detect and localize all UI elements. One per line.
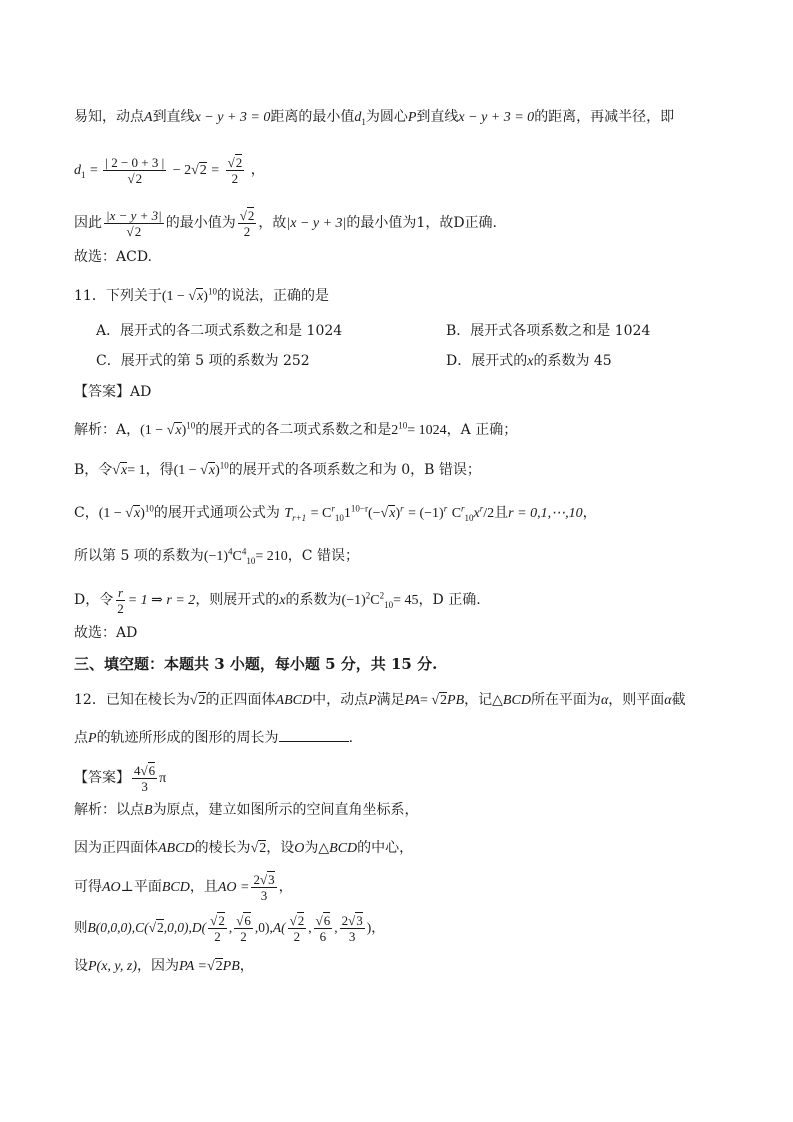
fraction-numerator: |x − y + 3| <box>106 207 162 223</box>
math-sup: 2 <box>379 590 385 601</box>
text: . <box>348 730 354 746</box>
analysis-12-5: 设P(x, y, z)，因为PA =√2PB， <box>74 958 254 974</box>
math-sub: 10 <box>384 599 394 610</box>
option-b: B．展开式各项系数之和是 1024 <box>446 323 651 339</box>
math-num: 2 <box>341 913 349 928</box>
fraction-denominator: 2 <box>117 600 124 616</box>
text: 解析：A， <box>74 422 141 438</box>
text: 所以第 5 项的系数为 <box>74 548 204 564</box>
math-var: C <box>232 549 242 564</box>
math-var: ABCD <box>158 841 195 856</box>
sqrt-content: 3 <box>356 913 363 928</box>
sqrt-content: 2 <box>440 693 448 708</box>
fraction <box>314 913 333 944</box>
text: 距离的最小值 <box>270 109 355 125</box>
math-expr: = 1024 <box>407 423 447 438</box>
math-num: 2 <box>391 423 399 438</box>
math-expr: (−1) <box>203 549 229 564</box>
sqrt-content: 6 <box>244 913 251 928</box>
fraction-denominator: 3 <box>260 887 268 903</box>
math-sub: 1 <box>81 169 86 180</box>
math-var: π <box>159 771 167 786</box>
fraction-numerator: √6 <box>315 913 331 928</box>
fraction-denominator: 2 <box>243 223 251 239</box>
analysis-a: 解析：A，$(1 - √x)^{10}$的展开式的各二项式系数之和是$2^{10}= 1024$，A 正确； <box>74 420 518 438</box>
fraction <box>103 155 166 186</box>
math-var: BCD <box>161 880 190 895</box>
text: ， <box>250 162 265 178</box>
text: 且 <box>494 505 509 521</box>
sqrt-content: x <box>197 289 204 304</box>
math-var: PA <box>404 693 420 708</box>
math-op: ⊥ <box>120 880 134 895</box>
text: 的棱长为 <box>194 840 251 856</box>
point-d: D( <box>191 920 207 935</box>
point-b: B(0,0,0), <box>87 920 136 935</box>
section-heading-3 <box>74 654 753 674</box>
text: 【答案】AD <box>74 384 152 400</box>
fraction-denominator: 2 <box>293 929 301 944</box>
math-var: α <box>664 693 672 708</box>
math-sup: 10 <box>219 460 229 471</box>
math-expr: = 1 ⇒ r = 2 <box>127 593 196 608</box>
text: 12．已知在棱长为 <box>74 692 190 708</box>
answer-blank <box>279 727 349 742</box>
fraction-numerator: √6 <box>236 913 251 928</box>
text: 易知，动点 <box>74 109 144 125</box>
math-sup: 10 <box>207 286 217 297</box>
fraction <box>340 913 365 944</box>
math-sub: 1 <box>361 116 366 127</box>
text: 的正四面体 <box>205 692 276 708</box>
sqrt-content: 2 <box>198 693 206 708</box>
fraction <box>288 913 307 944</box>
text: 的距离，再减半径，即 <box>534 109 675 125</box>
analysis-12-1 <box>74 800 753 821</box>
math-op: − 2 <box>172 163 192 178</box>
text: D，令 <box>74 592 114 608</box>
text-line-1 <box>74 107 753 128</box>
math-var: P <box>407 110 417 125</box>
math-var: α <box>600 693 609 708</box>
text: 故选：ACD. <box>74 249 152 265</box>
math-expr: = 210 <box>255 549 288 564</box>
fraction <box>234 913 253 944</box>
text: ， <box>582 505 597 521</box>
analysis-12-3 <box>74 870 753 904</box>
math-sup: r <box>400 503 404 514</box>
math-expr: x − y + 3 = 0 <box>458 110 535 125</box>
math-expr: = 45 <box>393 593 419 608</box>
math-var: x <box>473 506 480 521</box>
text: 则 <box>74 920 88 936</box>
text: ，则平面 <box>608 692 665 708</box>
text-line-4 <box>74 247 753 267</box>
text: ，D 正确. <box>418 592 481 608</box>
text: ，故 <box>258 215 287 231</box>
fraction-denominator: √2 <box>126 223 142 239</box>
math-var: PB <box>222 959 240 974</box>
text: 的展开式的各项系数之和为 0，B 错误； <box>228 462 481 478</box>
math-expr: AO = <box>217 880 250 895</box>
math-sup: 10 <box>186 420 196 431</box>
fraction <box>238 208 257 239</box>
fraction-numerator: 2√3 <box>253 871 275 887</box>
text: 平面 <box>133 879 162 895</box>
sqrt-content: 6 <box>148 762 156 778</box>
text: ，因为 <box>136 958 179 974</box>
text: ， <box>239 958 254 974</box>
math-var: C <box>322 506 332 521</box>
choice-11 <box>74 623 753 643</box>
text: 因为正四面体 <box>74 840 158 856</box>
math-sub: 10 <box>246 555 256 566</box>
math-var: PB <box>447 693 465 708</box>
math-expr: = 1 <box>127 463 146 478</box>
point-c: C( <box>135 920 149 935</box>
text: ，记 <box>464 692 493 708</box>
fraction-numerator: √2 <box>227 154 243 170</box>
math-expr: (1 − <box>161 289 189 304</box>
text: ， <box>371 920 385 936</box>
math-var: d <box>354 110 362 125</box>
text: 的中心， <box>357 840 414 856</box>
sqrt-content: 3 <box>268 871 275 887</box>
math-var: AO <box>102 880 121 895</box>
sqrt-content: 2 <box>134 223 142 239</box>
math-num: 1 <box>343 506 351 521</box>
fraction-numerator: √2 <box>210 913 225 928</box>
math-var: C <box>370 593 380 608</box>
fraction-denominator: 2 <box>240 929 247 944</box>
fraction-denominator: 2 <box>214 929 221 944</box>
math-sub: 10 <box>464 512 474 523</box>
answer-11 <box>74 382 753 402</box>
math-op: = <box>211 163 220 178</box>
analysis-d <box>74 584 753 616</box>
fraction <box>251 872 276 903</box>
text: 的系数为 <box>285 592 342 608</box>
math-expr: |x − y + 3| <box>286 216 347 231</box>
sqrt-content: 2 <box>235 154 243 170</box>
math-expr: (−1) <box>341 593 366 608</box>
math-expr: (− <box>367 506 381 521</box>
fraction-denominator: 2 <box>231 170 239 186</box>
sqrt-content: x <box>120 463 128 478</box>
text: 为圆心 <box>365 109 408 125</box>
math-expr: PA = <box>178 959 207 974</box>
text: 为原点，建立如图所示的空间直角坐标系， <box>152 802 419 818</box>
math-op: , <box>334 920 338 935</box>
math-op: , <box>228 920 233 935</box>
math-sub: 10 <box>334 512 344 523</box>
sqrt-content: 2 <box>199 163 207 178</box>
math-expr: (1 − <box>140 423 167 438</box>
text: 设 <box>74 958 88 974</box>
text: ，C 错误； <box>287 548 359 564</box>
sqrt-content: 2 <box>259 841 267 856</box>
fraction <box>115 585 126 616</box>
math-sup: 10 <box>398 420 408 431</box>
math-sup: 2 <box>365 590 371 601</box>
text: 点 <box>74 730 88 746</box>
fraction-numerator: r <box>117 584 124 600</box>
math-num: 2 <box>253 871 260 887</box>
text: B，令 <box>74 462 113 478</box>
math-op: ,0), <box>254 920 273 935</box>
text: 到直线 <box>152 109 195 125</box>
sqrt-content: x <box>389 506 396 521</box>
options-row-1 <box>96 321 753 341</box>
math-sup: r <box>461 503 465 514</box>
math-var: B <box>144 803 153 818</box>
text: 的说法，正确的是 <box>216 288 329 304</box>
sqrt-content: x <box>175 423 182 438</box>
math-var: P <box>88 731 97 746</box>
fraction <box>208 913 227 944</box>
fraction-denominator: 3 <box>348 929 356 944</box>
math-sup: 4 <box>241 546 247 557</box>
analysis-c-2 <box>74 546 753 567</box>
text: 11．下列关于 <box>74 288 162 304</box>
text: 所在平面为 <box>530 692 601 708</box>
math-expr: = (−1) <box>408 506 444 521</box>
text: C， <box>74 505 99 521</box>
text: 的展开式的各二项式系数之和是 <box>195 422 392 438</box>
math-var: x <box>527 354 534 369</box>
analysis-b: B，令√x= 1，得$(1 - √x)^{10}$的展开式的各项系数之和为 0，B 错误； <box>74 460 481 478</box>
sqrt-content: x <box>208 463 216 478</box>
sqrt-content: 6 <box>323 913 331 928</box>
math-op: ) <box>366 920 372 935</box>
math-expr: (1 − <box>98 506 126 521</box>
math-expr: P(x, y, z) <box>88 959 137 974</box>
text: 的轨迹所形成的图形的周长为 <box>96 730 279 746</box>
sqrt-content: 2 <box>135 170 143 186</box>
math-expr: x − y + 3 = 0 <box>194 110 271 125</box>
option-c: C．展开式的第 5 项的系数为 252 <box>96 353 310 369</box>
sqrt-content: 2 <box>218 913 225 928</box>
math-num: 4 <box>134 762 141 778</box>
sqrt-content: 2 <box>297 913 305 928</box>
analysis-12-4: 则B(0,0,0),C(√2,0,0),D( $\frac{√2}{2}$ , $\frac{√6}{2}$ ,0),A( $\frac{√2}{2}$ , $\frac{√6}{6}$ , $\frac{2√3}{3}$ )， <box>74 913 385 944</box>
sqrt-content: 2 <box>157 920 164 935</box>
text: 故选：AD <box>74 625 138 641</box>
math-var: x <box>279 593 286 608</box>
fraction-denominator: 3 <box>141 778 148 794</box>
math-var: P <box>368 693 377 708</box>
math-var: ABCD <box>275 693 313 708</box>
sqrt-content: 2 <box>215 959 223 974</box>
math-sup: r <box>479 503 484 514</box>
text: 的最小值为1，故D正确. <box>346 215 497 231</box>
point-c-tail: ,0,0), <box>163 920 192 935</box>
fraction <box>226 155 245 186</box>
math-sup: 10 <box>144 503 154 514</box>
analysis-12-2: 因为正四面体ABCD的棱长为√2，设O为△BCD的中心， <box>74 840 414 856</box>
fraction-numerator: √2 <box>239 207 255 223</box>
math-var: T <box>284 506 293 521</box>
text: D．展开式的 <box>446 353 528 369</box>
text: 【答案】 <box>74 770 130 786</box>
sqrt-content: x <box>133 506 141 521</box>
text: ，得 <box>145 462 174 478</box>
math-op: = <box>89 163 102 178</box>
fraction-numerator: √2 <box>289 913 305 928</box>
math-sup: 4 <box>228 546 233 557</box>
text: 满足 <box>376 692 405 708</box>
text: 的系数为 45 <box>533 353 612 369</box>
fraction-denominator: √2 <box>127 170 143 186</box>
math-var: C <box>451 506 462 521</box>
text: 的最小值为 <box>165 215 236 231</box>
text: 为 <box>304 840 319 856</box>
text: 中，动点 <box>312 692 369 708</box>
math-expr: △BCD <box>492 693 531 708</box>
math-expr: △BCD <box>318 841 358 856</box>
fraction-denominator: 6 <box>319 929 327 944</box>
question-12-line-2 <box>74 727 753 749</box>
text: ，则展开式的 <box>195 592 280 608</box>
math-sup: 10−r <box>350 503 368 514</box>
math-var: d <box>74 163 81 178</box>
option-d <box>446 351 612 372</box>
math-sup: r <box>331 503 335 514</box>
answer-12 <box>74 760 753 796</box>
text: 三、填空题：本题共 3 小题，每小题 5 分，共 15 分. <box>74 655 438 673</box>
math-op: , <box>308 920 312 935</box>
option-a: A．展开式的各二项式系数之和是 1024 <box>96 323 343 339</box>
text: 到直线 <box>416 109 459 125</box>
fraction <box>104 208 164 239</box>
text: ，且 <box>189 879 218 895</box>
options-row-2 <box>96 351 753 371</box>
text: 解析：以点 <box>74 802 144 818</box>
math-sub: r+1 <box>292 512 307 523</box>
text: ，设 <box>266 840 295 856</box>
text: ， <box>278 879 293 895</box>
point-a: A( <box>272 920 286 935</box>
analysis-c: C，$(1 - √x)^{10}$的展开式通项公式为 $T_{r+1} = C^r_{10}1^{10-r}(-√x)^r = (-1)^r$ $C^r_{10}x^r/2$且r = 0,1,⋯,10， <box>74 503 597 523</box>
fraction-numerator: | 2 − 0 + 3 | <box>105 154 165 170</box>
text-line-3 <box>74 205 753 241</box>
text: 可得 <box>74 879 102 895</box>
math-sup: r <box>443 503 448 514</box>
fraction-numerator: 2√3 <box>341 913 363 928</box>
math-var: O <box>294 841 305 856</box>
fraction-numerator: 4√6 <box>134 762 156 778</box>
math-expr: (1 − <box>173 463 201 478</box>
fraction <box>132 763 157 794</box>
question-11: 11．下列关于$(1 - √x)^{10}$的说法，正确的是 <box>74 286 329 304</box>
text: 的展开式通项公式为 <box>153 505 280 521</box>
text: ，A 正确； <box>446 422 518 438</box>
sqrt-content: 2 <box>247 207 255 223</box>
formula-d1: $d_1$ = $\frac{| 2 - 0 + 3 |}{√2}$ − 2√2 = $\frac{√2}{2}$ ， <box>74 154 265 186</box>
question-12: 12．已知在棱长为√2的正四面体ABCD中，动点P满足PA= √2PB，记△BCD所在平面为α，则平面α截 <box>74 692 686 708</box>
text: 因此 <box>74 215 102 231</box>
text: 截 <box>671 692 686 708</box>
math-expr: r = 0,1,⋯,10 <box>508 506 583 521</box>
math-var: A <box>144 110 153 125</box>
